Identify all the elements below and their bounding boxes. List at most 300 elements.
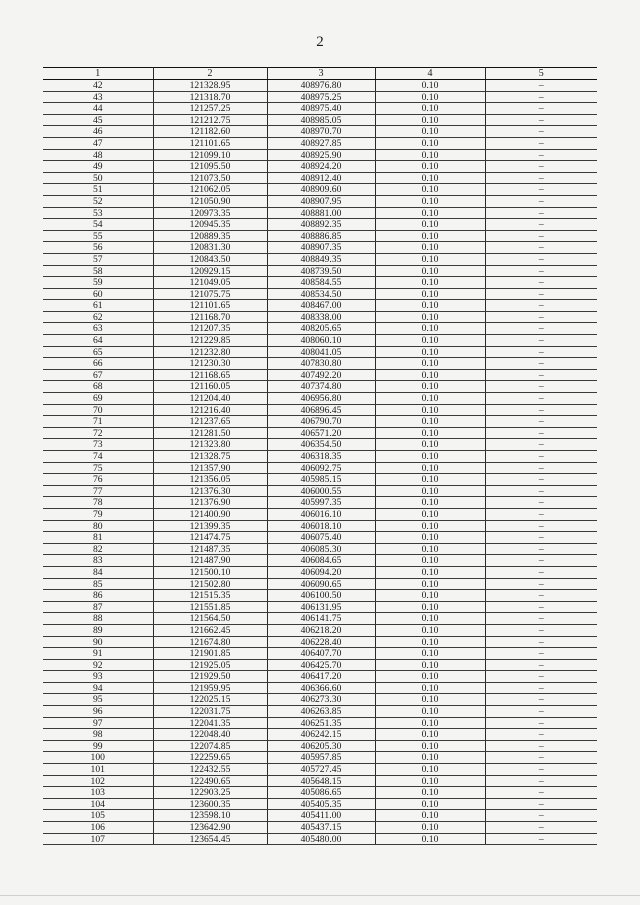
- note-cell: –: [485, 694, 597, 706]
- point-number-cell: 103: [43, 787, 153, 799]
- accuracy-cell: 0.10: [375, 613, 485, 625]
- y-coordinate-cell: 406366.60: [267, 682, 375, 694]
- point-number-cell: 51: [43, 184, 153, 196]
- x-coordinate-cell: 122025.15: [153, 694, 267, 706]
- x-coordinate-cell: 121232.80: [153, 346, 267, 358]
- table-row: [43, 601, 597, 613]
- accuracy-cell: 0.10: [375, 566, 485, 578]
- point-number-cell: 105: [43, 810, 153, 822]
- table-row: [43, 219, 597, 231]
- table-row: [43, 543, 597, 555]
- point-number-cell: 96: [43, 706, 153, 718]
- x-coordinate-cell: 121230.30: [153, 358, 267, 370]
- y-coordinate-cell: 406000.55: [267, 485, 375, 497]
- table-row: [43, 207, 597, 219]
- point-number-cell: 88: [43, 613, 153, 625]
- accuracy-cell: 0.10: [375, 578, 485, 590]
- accuracy-cell: 0.10: [375, 729, 485, 741]
- accuracy-cell: 0.10: [375, 404, 485, 416]
- point-number-cell: 63: [43, 323, 153, 335]
- accuracy-cell: 0.10: [375, 311, 485, 323]
- accuracy-cell: 0.10: [375, 427, 485, 439]
- table-row: [43, 300, 597, 312]
- y-coordinate-cell: 408892.35: [267, 219, 375, 231]
- point-number-cell: 62: [43, 311, 153, 323]
- accuracy-cell: 0.10: [375, 601, 485, 613]
- table-row: [43, 253, 597, 265]
- note-cell: –: [485, 91, 597, 103]
- accuracy-cell: 0.10: [375, 114, 485, 126]
- y-coordinate-cell: 406100.50: [267, 590, 375, 602]
- accuracy-cell: 0.10: [375, 242, 485, 254]
- accuracy-cell: 0.10: [375, 543, 485, 555]
- note-cell: –: [485, 404, 597, 416]
- x-coordinate-cell: 121062.05: [153, 184, 267, 196]
- x-coordinate-cell: 121487.90: [153, 555, 267, 567]
- note-cell: –: [485, 253, 597, 265]
- accuracy-cell: 0.10: [375, 717, 485, 729]
- y-coordinate-cell: 406242.15: [267, 729, 375, 741]
- note-cell: –: [485, 427, 597, 439]
- y-coordinate-cell: 408909.60: [267, 184, 375, 196]
- x-coordinate-cell: 121502.80: [153, 578, 267, 590]
- y-coordinate-cell: 408975.40: [267, 103, 375, 115]
- table-row: [43, 462, 597, 474]
- table-row: [43, 427, 597, 439]
- note-cell: –: [485, 717, 597, 729]
- y-coordinate-cell: 406417.20: [267, 671, 375, 683]
- y-coordinate-cell: 406085.30: [267, 543, 375, 555]
- y-coordinate-cell: 408205.65: [267, 323, 375, 335]
- note-cell: –: [485, 369, 597, 381]
- table-row: [43, 277, 597, 289]
- table-row: [43, 126, 597, 138]
- note-cell: –: [485, 149, 597, 161]
- table-row: [43, 532, 597, 544]
- x-coordinate-cell: 121474.75: [153, 532, 267, 544]
- accuracy-cell: 0.10: [375, 126, 485, 138]
- point-number-cell: 77: [43, 485, 153, 497]
- note-cell: –: [485, 822, 597, 834]
- y-coordinate-cell: 408975.25: [267, 91, 375, 103]
- table-row: [43, 682, 597, 694]
- note-cell: –: [485, 671, 597, 683]
- column-header-4: 4: [375, 68, 485, 80]
- point-number-cell: 43: [43, 91, 153, 103]
- x-coordinate-cell: 121101.65: [153, 137, 267, 149]
- point-number-cell: 85: [43, 578, 153, 590]
- accuracy-cell: 0.10: [375, 671, 485, 683]
- y-coordinate-cell: 405997.35: [267, 497, 375, 509]
- y-coordinate-cell: 406094.20: [267, 566, 375, 578]
- table-row: [43, 91, 597, 103]
- y-coordinate-cell: 408849.35: [267, 253, 375, 265]
- x-coordinate-cell: 121160.05: [153, 381, 267, 393]
- y-coordinate-cell: 408907.95: [267, 195, 375, 207]
- point-number-cell: 106: [43, 822, 153, 834]
- note-cell: –: [485, 474, 597, 486]
- coordinates-table: [43, 67, 597, 845]
- note-cell: –: [485, 439, 597, 451]
- y-coordinate-cell: 405648.15: [267, 775, 375, 787]
- y-coordinate-cell: 405957.85: [267, 752, 375, 764]
- note-cell: –: [485, 601, 597, 613]
- x-coordinate-cell: 121674.80: [153, 636, 267, 648]
- accuracy-cell: 0.10: [375, 253, 485, 265]
- table-row: [43, 694, 597, 706]
- x-coordinate-cell: 121357.90: [153, 462, 267, 474]
- y-coordinate-cell: 406425.70: [267, 659, 375, 671]
- x-coordinate-cell: 121399.35: [153, 520, 267, 532]
- table-row: [43, 242, 597, 254]
- y-coordinate-cell: 406273.30: [267, 694, 375, 706]
- accuracy-cell: 0.10: [375, 335, 485, 347]
- point-number-cell: 97: [43, 717, 153, 729]
- table-row: [43, 103, 597, 115]
- x-coordinate-cell: 121400.90: [153, 508, 267, 520]
- note-cell: –: [485, 219, 597, 231]
- table-row: [43, 451, 597, 463]
- x-coordinate-cell: 120843.50: [153, 253, 267, 265]
- x-coordinate-cell: 121328.95: [153, 80, 267, 92]
- y-coordinate-cell: 407492.20: [267, 369, 375, 381]
- accuracy-cell: 0.10: [375, 381, 485, 393]
- x-coordinate-cell: 121959.95: [153, 682, 267, 694]
- point-number-cell: 90: [43, 636, 153, 648]
- accuracy-cell: 0.10: [375, 288, 485, 300]
- table-row: [43, 265, 597, 277]
- accuracy-cell: 0.10: [375, 323, 485, 335]
- point-number-cell: 92: [43, 659, 153, 671]
- point-number-cell: 57: [43, 253, 153, 265]
- accuracy-cell: 0.10: [375, 207, 485, 219]
- point-number-cell: 76: [43, 474, 153, 486]
- table-row: [43, 358, 597, 370]
- note-cell: –: [485, 833, 597, 845]
- table-row: [43, 822, 597, 834]
- x-coordinate-cell: 121901.85: [153, 648, 267, 660]
- x-coordinate-cell: 123642.90: [153, 822, 267, 834]
- y-coordinate-cell: 406251.35: [267, 717, 375, 729]
- accuracy-cell: 0.10: [375, 474, 485, 486]
- point-number-cell: 69: [43, 393, 153, 405]
- table-row: [43, 288, 597, 300]
- point-number-cell: 71: [43, 416, 153, 428]
- x-coordinate-cell: 121073.50: [153, 172, 267, 184]
- point-number-cell: 42: [43, 80, 153, 92]
- x-coordinate-cell: 121929.50: [153, 671, 267, 683]
- point-number-cell: 64: [43, 335, 153, 347]
- table-row: [43, 624, 597, 636]
- accuracy-cell: 0.10: [375, 219, 485, 231]
- table-row: [43, 787, 597, 799]
- x-coordinate-cell: 122903.25: [153, 787, 267, 799]
- x-coordinate-cell: 121323.80: [153, 439, 267, 451]
- note-cell: –: [485, 126, 597, 138]
- y-coordinate-cell: 406896.45: [267, 404, 375, 416]
- note-cell: –: [485, 103, 597, 115]
- y-coordinate-cell: 406407.70: [267, 648, 375, 660]
- point-number-cell: 87: [43, 601, 153, 613]
- accuracy-cell: 0.10: [375, 694, 485, 706]
- accuracy-cell: 0.10: [375, 636, 485, 648]
- x-coordinate-cell: 121099.10: [153, 149, 267, 161]
- accuracy-cell: 0.10: [375, 706, 485, 718]
- note-cell: –: [485, 114, 597, 126]
- note-cell: –: [485, 172, 597, 184]
- x-coordinate-cell: 121515.35: [153, 590, 267, 602]
- accuracy-cell: 0.10: [375, 358, 485, 370]
- accuracy-cell: 0.10: [375, 775, 485, 787]
- x-coordinate-cell: 121075.75: [153, 288, 267, 300]
- point-number-cell: 75: [43, 462, 153, 474]
- y-coordinate-cell: 407830.80: [267, 358, 375, 370]
- y-coordinate-cell: 406090.65: [267, 578, 375, 590]
- point-number-cell: 79: [43, 508, 153, 520]
- accuracy-cell: 0.10: [375, 590, 485, 602]
- point-number-cell: 50: [43, 172, 153, 184]
- y-coordinate-cell: 408985.05: [267, 114, 375, 126]
- note-cell: –: [485, 207, 597, 219]
- point-number-cell: 55: [43, 230, 153, 242]
- y-coordinate-cell: 408924.20: [267, 161, 375, 173]
- table-row: [43, 648, 597, 660]
- y-coordinate-cell: 408927.85: [267, 137, 375, 149]
- note-cell: –: [485, 462, 597, 474]
- y-coordinate-cell: 405437.15: [267, 822, 375, 834]
- point-number-cell: 66: [43, 358, 153, 370]
- page-bottom-rule: [0, 895, 640, 896]
- accuracy-cell: 0.10: [375, 520, 485, 532]
- y-coordinate-cell: 406228.40: [267, 636, 375, 648]
- point-number-cell: 68: [43, 381, 153, 393]
- y-coordinate-cell: 406092.75: [267, 462, 375, 474]
- note-cell: –: [485, 277, 597, 289]
- note-cell: –: [485, 578, 597, 590]
- accuracy-cell: 0.10: [375, 416, 485, 428]
- table-row: [43, 706, 597, 718]
- x-coordinate-cell: 121182.60: [153, 126, 267, 138]
- x-coordinate-cell: 121050.90: [153, 195, 267, 207]
- accuracy-cell: 0.10: [375, 752, 485, 764]
- note-cell: –: [485, 729, 597, 741]
- table-row: [43, 149, 597, 161]
- y-coordinate-cell: 406141.75: [267, 613, 375, 625]
- note-cell: –: [485, 566, 597, 578]
- x-coordinate-cell: 120831.30: [153, 242, 267, 254]
- y-coordinate-cell: 405985.15: [267, 474, 375, 486]
- note-cell: –: [485, 288, 597, 300]
- note-cell: –: [485, 230, 597, 242]
- accuracy-cell: 0.10: [375, 764, 485, 776]
- table-row: [43, 311, 597, 323]
- x-coordinate-cell: 121925.05: [153, 659, 267, 671]
- y-coordinate-cell: 406084.65: [267, 555, 375, 567]
- point-number-cell: 73: [43, 439, 153, 451]
- table-row: [43, 740, 597, 752]
- accuracy-cell: 0.10: [375, 161, 485, 173]
- point-number-cell: 67: [43, 369, 153, 381]
- accuracy-cell: 0.10: [375, 508, 485, 520]
- table-row: [43, 508, 597, 520]
- table-row: [43, 80, 597, 92]
- note-cell: –: [485, 300, 597, 312]
- note-cell: –: [485, 323, 597, 335]
- point-number-cell: 56: [43, 242, 153, 254]
- table-row: [43, 184, 597, 196]
- table-row: [43, 474, 597, 486]
- note-cell: –: [485, 764, 597, 776]
- y-coordinate-cell: 406131.95: [267, 601, 375, 613]
- column-header-3: 3: [267, 68, 375, 80]
- table-row: [43, 752, 597, 764]
- accuracy-cell: 0.10: [375, 624, 485, 636]
- x-coordinate-cell: 120889.35: [153, 230, 267, 242]
- point-number-cell: 72: [43, 427, 153, 439]
- accuracy-cell: 0.10: [375, 555, 485, 567]
- y-coordinate-cell: 406956.80: [267, 393, 375, 405]
- point-number-cell: 48: [43, 149, 153, 161]
- note-cell: –: [485, 451, 597, 463]
- x-coordinate-cell: 121204.40: [153, 393, 267, 405]
- note-cell: –: [485, 787, 597, 799]
- note-cell: –: [485, 648, 597, 660]
- point-number-cell: 46: [43, 126, 153, 138]
- note-cell: –: [485, 416, 597, 428]
- table-row: [43, 798, 597, 810]
- point-number-cell: 61: [43, 300, 153, 312]
- x-coordinate-cell: 121356.05: [153, 474, 267, 486]
- x-coordinate-cell: 122031.75: [153, 706, 267, 718]
- x-coordinate-cell: 121101.65: [153, 300, 267, 312]
- note-cell: –: [485, 624, 597, 636]
- x-coordinate-cell: 122259.65: [153, 752, 267, 764]
- note-cell: –: [485, 508, 597, 520]
- column-header-2: 2: [153, 68, 267, 80]
- accuracy-cell: 0.10: [375, 184, 485, 196]
- x-coordinate-cell: 121500.10: [153, 566, 267, 578]
- y-coordinate-cell: 407374.80: [267, 381, 375, 393]
- accuracy-cell: 0.10: [375, 346, 485, 358]
- accuracy-cell: 0.10: [375, 137, 485, 149]
- point-number-cell: 80: [43, 520, 153, 532]
- note-cell: –: [485, 555, 597, 567]
- accuracy-cell: 0.10: [375, 810, 485, 822]
- y-coordinate-cell: 405411.00: [267, 810, 375, 822]
- accuracy-cell: 0.10: [375, 833, 485, 845]
- accuracy-cell: 0.10: [375, 740, 485, 752]
- x-coordinate-cell: 121257.25: [153, 103, 267, 115]
- note-cell: –: [485, 532, 597, 544]
- table-row: [43, 335, 597, 347]
- table-row: [43, 369, 597, 381]
- y-coordinate-cell: 405480.00: [267, 833, 375, 845]
- table-row: [43, 810, 597, 822]
- note-cell: –: [485, 311, 597, 323]
- table-row: [43, 195, 597, 207]
- y-coordinate-cell: 406016.10: [267, 508, 375, 520]
- y-coordinate-cell: 405086.65: [267, 787, 375, 799]
- accuracy-cell: 0.10: [375, 369, 485, 381]
- table-row: [43, 381, 597, 393]
- table-row: [43, 659, 597, 671]
- y-coordinate-cell: 406790.70: [267, 416, 375, 428]
- point-number-cell: 107: [43, 833, 153, 845]
- note-cell: –: [485, 636, 597, 648]
- note-cell: –: [485, 242, 597, 254]
- x-coordinate-cell: 123598.10: [153, 810, 267, 822]
- y-coordinate-cell: 406318.35: [267, 451, 375, 463]
- x-coordinate-cell: 121168.65: [153, 369, 267, 381]
- table-row: [43, 230, 597, 242]
- x-coordinate-cell: 120945.35: [153, 219, 267, 231]
- point-number-cell: 102: [43, 775, 153, 787]
- point-number-cell: 104: [43, 798, 153, 810]
- point-number-cell: 98: [43, 729, 153, 741]
- note-cell: –: [485, 520, 597, 532]
- point-number-cell: 101: [43, 764, 153, 776]
- accuracy-cell: 0.10: [375, 80, 485, 92]
- note-cell: –: [485, 80, 597, 92]
- accuracy-cell: 0.10: [375, 91, 485, 103]
- note-cell: –: [485, 752, 597, 764]
- x-coordinate-cell: 121376.30: [153, 485, 267, 497]
- x-coordinate-cell: 121212.75: [153, 114, 267, 126]
- column-header-5: 5: [485, 68, 597, 80]
- point-number-cell: 54: [43, 219, 153, 231]
- y-coordinate-cell: 406205.30: [267, 740, 375, 752]
- table-row: [43, 717, 597, 729]
- table-row: [43, 439, 597, 451]
- note-cell: –: [485, 740, 597, 752]
- y-coordinate-cell: 408467.00: [267, 300, 375, 312]
- y-coordinate-cell: 408338.00: [267, 311, 375, 323]
- point-number-cell: 91: [43, 648, 153, 660]
- page-number: 2: [316, 34, 324, 50]
- table-row: [43, 137, 597, 149]
- point-number-cell: 47: [43, 137, 153, 149]
- accuracy-cell: 0.10: [375, 265, 485, 277]
- accuracy-cell: 0.10: [375, 277, 485, 289]
- accuracy-cell: 0.10: [375, 532, 485, 544]
- accuracy-cell: 0.10: [375, 648, 485, 660]
- table-row: [43, 404, 597, 416]
- note-cell: –: [485, 265, 597, 277]
- note-cell: –: [485, 682, 597, 694]
- x-coordinate-cell: 121049.05: [153, 277, 267, 289]
- table-row: [43, 323, 597, 335]
- x-coordinate-cell: 123654.45: [153, 833, 267, 845]
- note-cell: –: [485, 613, 597, 625]
- point-number-cell: 45: [43, 114, 153, 126]
- x-coordinate-cell: 122490.65: [153, 775, 267, 787]
- table-row: [43, 671, 597, 683]
- note-cell: –: [485, 137, 597, 149]
- table-row: [43, 775, 597, 787]
- point-number-cell: 81: [43, 532, 153, 544]
- point-number-cell: 95: [43, 694, 153, 706]
- point-number-cell: 59: [43, 277, 153, 289]
- x-coordinate-cell: 121229.85: [153, 335, 267, 347]
- y-coordinate-cell: 408886.85: [267, 230, 375, 242]
- note-cell: –: [485, 393, 597, 405]
- x-coordinate-cell: 121207.35: [153, 323, 267, 335]
- x-coordinate-cell: 121216.40: [153, 404, 267, 416]
- accuracy-cell: 0.10: [375, 149, 485, 161]
- y-coordinate-cell: 406075.40: [267, 532, 375, 544]
- y-coordinate-cell: 406263.85: [267, 706, 375, 718]
- note-cell: –: [485, 706, 597, 718]
